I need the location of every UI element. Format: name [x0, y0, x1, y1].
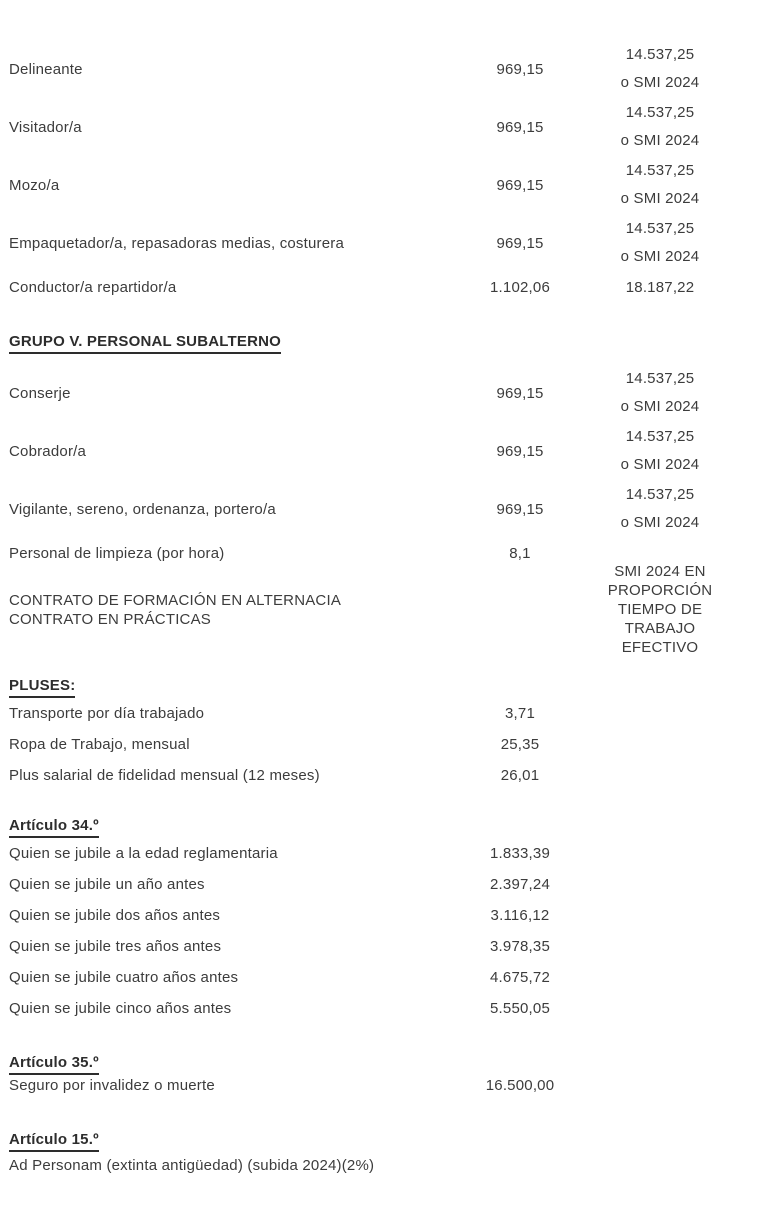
heading-wrap — [9, 1131, 757, 1152]
category-label: Delineante — [9, 60, 83, 78]
annual-line: 14.537,25 — [625, 486, 695, 503]
grupo-v-table — [9, 364, 757, 569]
table-row — [9, 272, 757, 303]
category-label: Quien se jubile un año antes — [9, 876, 205, 893]
table-row — [9, 422, 757, 480]
monthly-amount: 25,35 — [500, 736, 540, 753]
table-row — [9, 838, 757, 869]
annual-line: o SMI 2024 — [620, 190, 700, 207]
annual-line: o SMI 2024 — [620, 398, 700, 415]
annual-line: 14.537,25 — [625, 220, 695, 237]
pluses-table — [9, 698, 757, 791]
monthly-amount: 969,15 — [496, 118, 544, 136]
monthly-amount: 969,15 — [496, 500, 544, 518]
heading-pluses: PLUSES: — [9, 677, 75, 698]
annual-amount — [585, 365, 735, 421]
monthly-amount: 5.550,05 — [490, 1000, 550, 1017]
table-row — [9, 1070, 757, 1101]
table-row — [9, 962, 757, 993]
category-label: Quien se jubile dos años antes — [9, 907, 221, 924]
annual-amount: 18.187,22 — [625, 279, 695, 296]
category-label: Visitador/a — [9, 118, 82, 136]
salary-table-top — [9, 40, 757, 303]
table-row — [9, 156, 757, 214]
table-row — [9, 98, 757, 156]
heading-grupo-v: GRUPO V. PERSONAL SUBALTERNO — [9, 333, 281, 354]
annual-amount — [585, 481, 735, 537]
annual-amount — [585, 423, 735, 479]
category-label: Quien se jubile cinco años antes — [9, 1000, 232, 1017]
annual-amount — [585, 215, 735, 271]
smi-note-line: SMI 2024 EN — [614, 563, 706, 580]
table-row — [9, 760, 757, 791]
smi-note-line: PROPORCIÓN — [607, 582, 713, 599]
category-label: Seguro por invalidez o muerte — [9, 1077, 215, 1094]
monthly-amount: 8,1 — [509, 545, 531, 562]
heading-articulo-34: Artículo 34.º — [9, 817, 99, 838]
category-label: Vigilante, sereno, ordenanza, portero/a — [9, 500, 276, 518]
heading-wrap — [9, 677, 757, 698]
annual-line: o SMI 2024 — [620, 456, 700, 473]
annual-line: o SMI 2024 — [620, 248, 700, 265]
category-label: Mozo/a — [9, 176, 60, 194]
annual-amount — [585, 99, 735, 155]
annual-line: 14.537,25 — [625, 428, 695, 445]
table-row — [9, 993, 757, 1024]
annual-amount — [585, 41, 735, 97]
monthly-amount: 3.116,12 — [490, 907, 550, 924]
category-label: Conserje — [9, 384, 71, 402]
annual-line: o SMI 2024 — [620, 132, 700, 149]
monthly-amount: 16.500,00 — [485, 1077, 555, 1094]
monthly-amount: 969,15 — [496, 384, 544, 402]
monthly-amount: 2.397,24 — [490, 876, 550, 893]
annual-line: 14.537,25 — [625, 46, 695, 63]
monthly-amount: 1.102,06 — [490, 279, 550, 296]
monthly-amount: 969,15 — [496, 60, 544, 78]
table-row — [9, 40, 757, 98]
monthly-amount: 969,15 — [496, 234, 544, 252]
monthly-amount: 969,15 — [496, 442, 544, 460]
monthly-amount: 969,15 — [496, 176, 544, 194]
category-label: Personal de limpieza (por hora) — [9, 545, 225, 562]
category-label: Ropa de Trabajo, mensual — [9, 736, 190, 753]
annual-line: 14.537,25 — [625, 104, 695, 121]
annual-amount — [585, 157, 735, 213]
heading-wrap — [9, 333, 757, 354]
table-row — [9, 214, 757, 272]
smi-note-line: TIEMPO DE — [617, 601, 703, 618]
table-row — [9, 698, 757, 729]
table-row — [9, 931, 757, 962]
category-label: Plus salarial de fidelidad mensual (12 meses) — [9, 767, 320, 784]
category-label: Cobrador/a — [9, 442, 87, 460]
table-row — [9, 900, 757, 931]
contrato-label-line: CONTRATO EN PRÁCTICAS — [9, 610, 211, 628]
category-label: Empaquetador/a, repasadoras medias, costurera — [9, 234, 345, 252]
table-row — [9, 1150, 757, 1181]
category-label: Quien se jubile a la edad reglamentaria — [9, 845, 278, 862]
contrato-label-line: CONTRATO DE FORMACIÓN EN ALTERNACIA — [9, 591, 342, 609]
table-row — [9, 729, 757, 760]
smi-note-line: TRABAJO — [624, 620, 696, 637]
category-label: Transporte por día trabajado — [9, 705, 205, 722]
table-row — [9, 480, 757, 538]
heading-wrap — [9, 817, 757, 838]
annual-line: 14.537,25 — [625, 162, 695, 179]
monthly-amount: 1.833,39 — [490, 845, 550, 862]
annual-line: 14.537,25 — [625, 370, 695, 387]
annual-line: o SMI 2024 — [620, 514, 700, 531]
table-row — [9, 364, 757, 422]
monthly-amount: 26,01 — [500, 767, 540, 784]
category-label: Ad Personam (extinta antigüedad) (subida 2024)(2%) — [9, 1157, 375, 1174]
category-label: Quien se jubile tres años antes — [9, 938, 222, 955]
monthly-amount: 4.675,72 — [490, 969, 550, 986]
category-label: Conductor/a repartidor/a — [9, 279, 177, 296]
smi-note-line: EFECTIVO — [621, 639, 699, 656]
heading-articulo-35: Artículo 35.º — [9, 1054, 99, 1075]
annual-line: o SMI 2024 — [620, 74, 700, 91]
heading-articulo-15: Artículo 15.º — [9, 1131, 99, 1152]
smi-proporcion-note — [585, 562, 735, 657]
table-row — [9, 869, 757, 900]
monthly-amount: 3.978,35 — [490, 938, 550, 955]
monthly-amount: 3,71 — [505, 705, 535, 722]
category-label: Quien se jubile cuatro años antes — [9, 969, 239, 986]
contrato-formacion-row — [9, 562, 757, 657]
jubilacion-table — [9, 838, 757, 1024]
contrato-label — [9, 591, 455, 629]
